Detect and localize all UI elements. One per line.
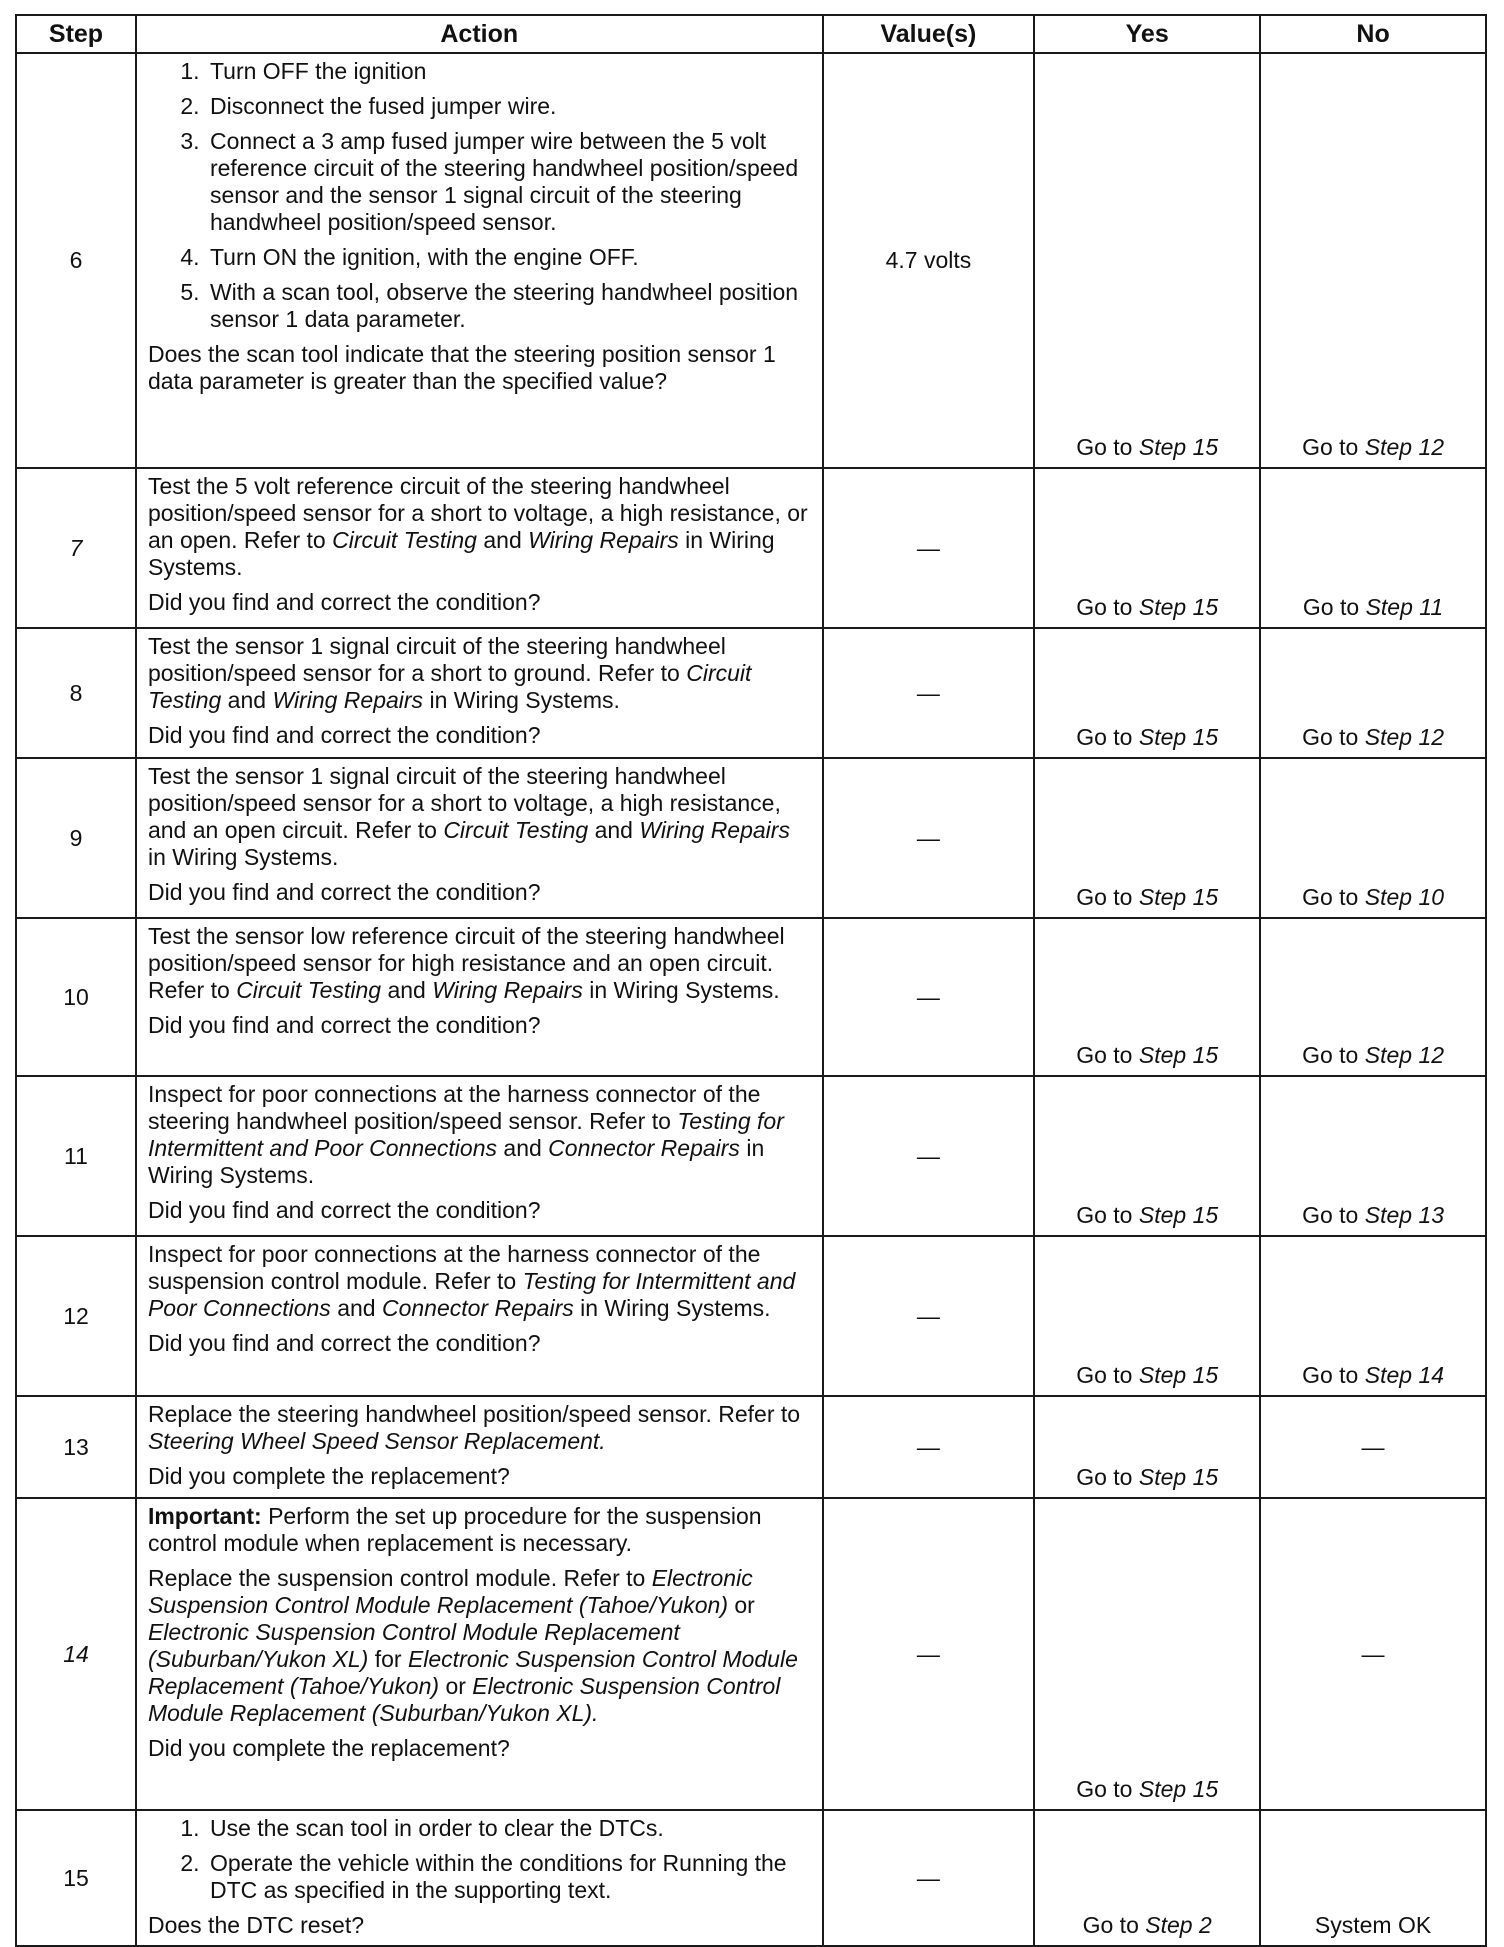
yes-prefix: Go to — [1076, 724, 1133, 750]
no-cell — [1260, 53, 1486, 468]
list-item: 5. With a scan tool, observe the steering handwheel position sensor 1 data parameter. — [206, 279, 813, 333]
no-cell — [1260, 468, 1486, 628]
yes-step-link: Step 15 — [1138, 1776, 1219, 1802]
action-cell — [136, 1236, 823, 1396]
no-step-link: Step 14 — [1364, 1362, 1445, 1388]
diagnostic-table — [15, 14, 1487, 1947]
table-row — [16, 1236, 1486, 1396]
important-note — [148, 1503, 813, 1557]
yes-prefix: Go to — [1076, 884, 1133, 910]
action-question: Does the DTC reset? — [147, 1912, 364, 1938]
reference-link: Circuit Testing — [147, 660, 752, 713]
text-run: Test the 5 volt reference circuit of the steering handwheel position/speed sensor for a short to voltage, a high resistance, or an open. Refer to — [147, 473, 808, 553]
value-cell: — — [823, 1236, 1035, 1396]
yes-step-link: Step 15 — [1138, 724, 1219, 750]
text-run: Test the sensor 1 signal circuit of the steering handwheel position/speed sensor for a short to voltage, a high resistance, and an open circuit. Refer to — [147, 763, 781, 843]
no-prefix: Go to — [1302, 1362, 1359, 1388]
no-step-link: Step 13 — [1364, 1202, 1445, 1228]
action-cell — [136, 1498, 823, 1810]
no-step-link: Step 11 — [1365, 594, 1444, 620]
value-cell: — — [823, 1076, 1035, 1236]
value-cell: — — [823, 1498, 1035, 1810]
no-prefix: Go to — [1302, 1042, 1359, 1068]
action-question: Did you find and correct the condition? — [147, 589, 541, 615]
action-text — [148, 1401, 813, 1455]
header-action: Action — [136, 15, 823, 53]
no-step-link: Step 10 — [1364, 884, 1445, 910]
step-number: 6 — [16, 53, 136, 468]
table-row — [16, 468, 1486, 628]
text-run: and — [221, 687, 273, 713]
reference-link: Connector Repairs — [381, 1295, 574, 1321]
no-cell: — — [1260, 1396, 1486, 1498]
action-text — [148, 473, 813, 581]
text-run: or — [439, 1673, 473, 1699]
action-list — [148, 1815, 813, 1904]
table-row — [16, 758, 1486, 918]
table-row — [16, 1396, 1486, 1498]
yes-cell — [1034, 1236, 1260, 1396]
action-text — [148, 1241, 813, 1322]
no-step-link: Step 12 — [1364, 1042, 1445, 1068]
table-row — [16, 918, 1486, 1076]
no-cell — [1260, 628, 1486, 758]
value-cell: — — [823, 628, 1035, 758]
text-run: and — [476, 527, 529, 553]
step-number: 13 — [16, 1396, 136, 1498]
value-cell: 4.7 volts — [823, 53, 1035, 468]
no-cell — [1260, 1236, 1486, 1396]
list-item: 1. Use the scan tool in order to clear the DTCs. — [206, 1815, 813, 1842]
list-item: 2. Disconnect the fused jumper wire. — [206, 93, 813, 120]
step-number: 9 — [16, 758, 136, 918]
list-item: 3. Connect a 3 amp fused jumper wire between the 5 volt reference circuit of the steering handwheel position/speed sensor and the sensor 1 signal circuit of the steering handwheel position/speed sensor. — [206, 128, 813, 236]
table-row — [16, 628, 1486, 758]
value-cell: — — [823, 468, 1035, 628]
table-row — [16, 1810, 1486, 1946]
action-question: Did you find and correct the condition? — [147, 1012, 541, 1038]
yes-cell — [1034, 1498, 1260, 1810]
text-run: for — [368, 1646, 408, 1672]
value-cell: — — [823, 1810, 1035, 1946]
yes-step-link: Step 15 — [1138, 1042, 1219, 1068]
text-run: or — [728, 1592, 755, 1618]
action-question: Did you find and correct the condition? — [147, 722, 541, 748]
yes-step-link: Step 15 — [1138, 434, 1219, 460]
action-question: Does the scan tool indicate that the steering position sensor 1 data parameter is greater than the specified value? — [147, 341, 776, 394]
reference-link: Wiring Repairs — [272, 687, 424, 713]
action-text — [148, 1565, 813, 1727]
action-cell — [136, 468, 823, 628]
yes-step-link: Step 15 — [1138, 1362, 1219, 1388]
no-prefix: Go to — [1302, 594, 1360, 620]
step-number: 15 — [16, 1810, 136, 1946]
header-no: No — [1260, 15, 1486, 53]
text-run: and — [588, 817, 640, 843]
table-row — [16, 1076, 1486, 1236]
text-run: Replace the suspension control module. Refer to — [147, 1565, 652, 1591]
table-row — [16, 53, 1486, 468]
reference-link: Wiring Repairs — [639, 817, 790, 843]
yes-step-link: Step 15 — [1138, 1464, 1219, 1490]
step-number: 12 — [16, 1236, 136, 1396]
list-item: 2. Operate the vehicle within the conditions for Running the DTC as specified in the supporting text. — [206, 1850, 813, 1904]
yes-step-link: Step 15 — [1138, 1202, 1219, 1228]
no-cell — [1260, 758, 1486, 918]
yes-cell — [1034, 53, 1260, 468]
action-question: Did you find and correct the condition? — [147, 1330, 541, 1356]
step-number: 10 — [16, 918, 136, 1076]
action-question: Did you find and correct the condition? — [147, 1197, 541, 1223]
text-run: Perform the set up procedure for the suspension control module when replacement is necessary. — [147, 1503, 762, 1556]
reference-link: Circuit Testing — [236, 977, 382, 1003]
important-label: Important: — [147, 1503, 262, 1529]
header-step: Step — [16, 15, 136, 53]
value-cell: — — [823, 918, 1035, 1076]
text-run: in Wiring Systems. — [147, 527, 775, 580]
action-cell — [136, 918, 823, 1076]
yes-cell — [1034, 1810, 1260, 1946]
yes-prefix: Go to — [1076, 594, 1133, 620]
action-question: Did you complete the replacement? — [147, 1735, 510, 1761]
action-list — [148, 58, 813, 333]
action-cell — [136, 1810, 823, 1946]
reference-link: Wiring Repairs — [528, 527, 679, 553]
text-run: and — [497, 1135, 549, 1161]
yes-cell — [1034, 468, 1260, 628]
text-run: and — [381, 977, 433, 1003]
text-run: Test the sensor 1 signal circuit of the steering handwheel position/speed sensor for a short to ground. Refer to — [147, 633, 726, 686]
yes-prefix: Go to — [1076, 1362, 1133, 1388]
reference-link: Circuit Testing — [332, 527, 477, 553]
no-prefix: Go to — [1302, 1202, 1359, 1228]
yes-step-link: Step 2 — [1145, 1912, 1212, 1938]
action-cell — [136, 628, 823, 758]
text-run: in Wiring Systems. — [147, 1135, 765, 1188]
reference-link: Steering Wheel Speed Sensor Replacement. — [147, 1428, 606, 1454]
yes-prefix: Go to — [1076, 1202, 1133, 1228]
value-cell: — — [823, 758, 1035, 918]
text-run: in Wiring Systems. — [423, 687, 620, 713]
yes-prefix: Go to — [1082, 1912, 1139, 1938]
header-yes: Yes — [1034, 15, 1260, 53]
action-text — [148, 763, 813, 871]
action-cell — [136, 1396, 823, 1498]
yes-cell — [1034, 628, 1260, 758]
action-question: Did you complete the replacement? — [147, 1463, 510, 1489]
yes-step-link: Step 15 — [1138, 884, 1219, 910]
text-run: Test the sensor low reference circuit of the steering handwheel position/speed sensor for high resistance and an open circuit. Refer to — [147, 923, 785, 1003]
text-run: and — [330, 1295, 382, 1321]
yes-cell — [1034, 1396, 1260, 1498]
no-prefix: Go to — [1302, 724, 1359, 750]
yes-cell — [1034, 1076, 1260, 1236]
step-number: 11 — [16, 1076, 136, 1236]
action-text — [148, 1081, 813, 1189]
action-text — [148, 923, 813, 1004]
text-run: in Wiring Systems. — [582, 977, 780, 1003]
reference-link: Circuit Testing — [443, 817, 589, 843]
text-run: in Wiring Systems. — [147, 844, 339, 870]
no-prefix: Go to — [1302, 434, 1359, 460]
no-cell: — — [1260, 1498, 1486, 1810]
yes-cell — [1034, 758, 1260, 918]
text-run: Inspect for poor connections at the harness connector of the suspension control module. Refer to — [147, 1241, 761, 1294]
reference-link: Wiring Repairs — [432, 977, 583, 1003]
action-text — [148, 633, 813, 714]
yes-prefix: Go to — [1076, 1464, 1133, 1490]
reference-link: Electronic Suspension Control Module Replacement (Tahoe/Yukon) — [147, 1565, 753, 1618]
reference-link: Electronic Suspension Control Module Replacement (Tahoe/Yukon) — [147, 1646, 798, 1699]
action-question: Did you find and correct the condition? — [147, 879, 541, 905]
reference-link: Electronic Suspension Control Module Replacement (Suburban/Yukon XL). — [147, 1673, 781, 1726]
no-prefix: Go to — [1302, 884, 1359, 910]
reference-link: Testing for Intermittent and Poor Connections — [147, 1268, 796, 1321]
text-run: in Wiring Systems. — [573, 1295, 771, 1321]
action-cell — [136, 758, 823, 918]
action-cell — [136, 53, 823, 468]
reference-link: Testing for Intermittent and Poor Connections — [147, 1108, 784, 1161]
yes-prefix: Go to — [1076, 1776, 1133, 1802]
reference-link: Electronic Suspension Control Module Replacement (Suburban/Yukon XL) — [147, 1619, 680, 1672]
yes-prefix: Go to — [1076, 1042, 1133, 1068]
action-cell — [136, 1076, 823, 1236]
step-number: 8 — [16, 628, 136, 758]
no-cell: System OK — [1260, 1810, 1486, 1946]
yes-step-link: Step 15 — [1138, 594, 1219, 620]
text-run: Inspect for poor connections at the harness connector of the steering handwheel position/speed sensor. Refer to — [147, 1081, 761, 1134]
reference-link: Connector Repairs — [548, 1135, 740, 1161]
no-cell — [1260, 918, 1486, 1076]
list-item: 4. Turn ON the ignition, with the engine OFF. — [206, 244, 813, 271]
yes-cell — [1034, 918, 1260, 1076]
step-number: 14 — [16, 1498, 136, 1810]
table-row — [16, 1498, 1486, 1810]
header-values: Value(s) — [823, 15, 1035, 53]
header-row — [16, 15, 1486, 53]
step-number: 7 — [16, 468, 136, 628]
no-cell — [1260, 1076, 1486, 1236]
text-run: Replace the steering handwheel position/speed sensor. Refer to — [147, 1401, 801, 1427]
no-step-link: Step 12 — [1364, 724, 1445, 750]
yes-prefix: Go to — [1076, 434, 1133, 460]
list-item: 1. Turn OFF the ignition — [206, 58, 813, 85]
no-step-link: Step 12 — [1364, 434, 1445, 460]
value-cell: — — [823, 1396, 1035, 1498]
